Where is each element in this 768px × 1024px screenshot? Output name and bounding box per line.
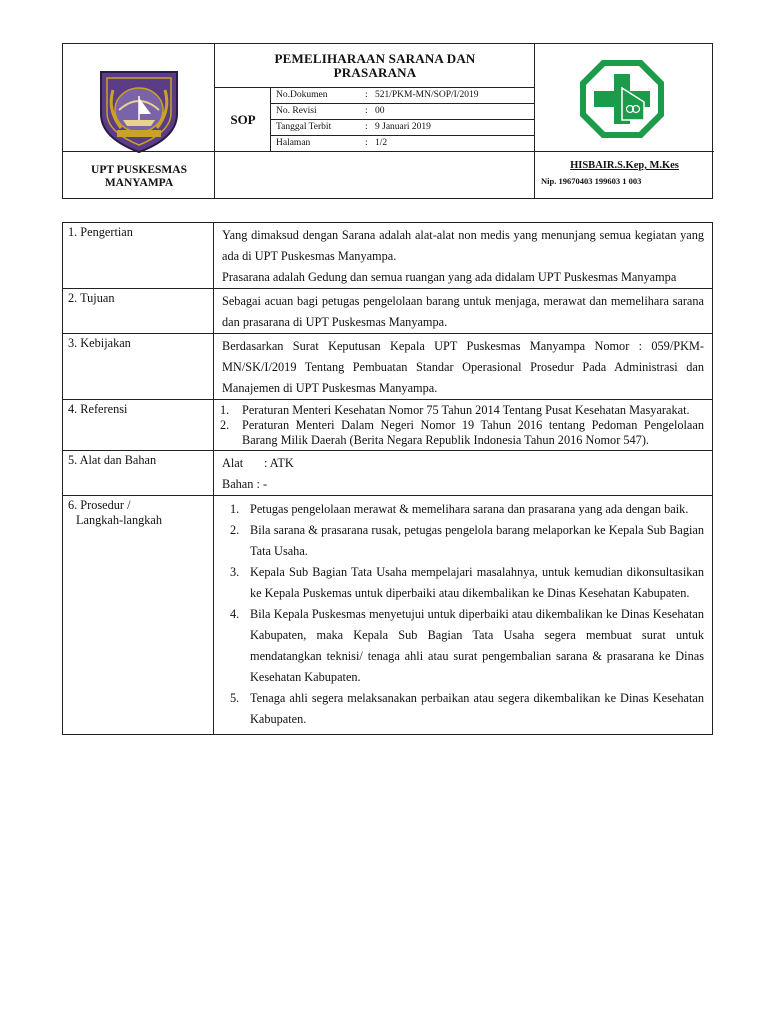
title-line: PEMELIHARAAN SARANA DAN xyxy=(274,51,476,66)
paragraph: Prasarana adalah Gedung dan semua ruangan yang ada didalam UPT Puskesmas Manyampa xyxy=(222,270,677,284)
list-text: Kepala Sub Bagian Tata Usaha mempelajari masalahnya, untuk kemudian dikonsultasikan ke Kepala Puskemas untuk diperbaiki atau dikembalikan ke Dinas Kesehatan Kabupaten. xyxy=(250,565,704,600)
meta-key: Halaman xyxy=(276,138,311,148)
title-line: PRASARANA xyxy=(333,65,417,80)
list-text: Petugas pengelolaan merawat & memelihara sarana dan prasarana yang ada dengan baik. xyxy=(250,502,689,516)
procedure-list xyxy=(222,498,704,734)
list-item xyxy=(222,403,704,418)
list-item xyxy=(222,499,704,520)
list-number: 2. xyxy=(230,523,240,537)
meta-sep: : xyxy=(365,106,368,116)
section-kebijakan xyxy=(63,334,713,400)
unit-name xyxy=(63,164,215,190)
alat-key: Alat xyxy=(222,456,244,470)
section-label: 2. Tujuan xyxy=(63,289,214,334)
meta-row-issue-date xyxy=(271,119,535,135)
sop-label: SOP xyxy=(230,112,256,127)
section-body xyxy=(214,496,713,735)
section-body xyxy=(214,451,713,496)
puskesmas-cross-icon xyxy=(578,58,666,140)
paragraph: Sebagai acuan bagi petugas pengelolaan barang untuk menjaga, merawat dan memelihara sarana dan prasarana di UPT Puskesmas Manyampa. xyxy=(222,294,704,329)
list-number: 3. xyxy=(230,565,240,579)
list-item xyxy=(222,604,704,688)
paragraph: Berdasarkan Surat Keputusan Kepala UPT Puskesmas Manyampa Nomor : 059/PKM-MN/SK/I/2019 Tentang Pembuatan Standar Operasional Prosedur Pada Administrasi dan Manajemen di UPT Puskesmas Manyampa. xyxy=(222,339,704,395)
sop-content-table xyxy=(62,222,713,735)
meta-key: No. Revisi xyxy=(276,106,317,116)
alat-value: : ATK xyxy=(264,456,294,470)
meta-sep: : xyxy=(365,122,368,132)
list-item xyxy=(222,418,704,448)
section-prosedur xyxy=(63,496,713,735)
list-text: Tenaga ahli segera melaksanakan perbaikan atau segera dikembalikan ke Dinas Kesehatan Kabupaten. xyxy=(250,691,704,726)
list-text: Bila sarana & prasarana rusak, petugas pengelola barang melaporkan ke Kepala Sub Bagian Tata Usaha. xyxy=(250,523,704,558)
meta-row-revision xyxy=(271,103,535,119)
section-label: 3. Kebijakan xyxy=(63,334,214,400)
document-title xyxy=(215,52,535,80)
meta-row-document-number xyxy=(271,87,535,103)
paragraph: Yang dimaksud dengan Sarana adalah alat-alat non medis yang menunjang semua kegiatan yang ada di UPT Puskesmas Manyampa. xyxy=(222,228,704,263)
section-label xyxy=(63,496,214,735)
section-label-line: Langkah-langkah xyxy=(76,513,163,527)
sop-header xyxy=(62,43,713,199)
list-text: Peraturan Menteri Dalam Negeri Nomor 19 Tahun 2016 tentang Pedoman Pengelolaan Barang Milik Daerah (Berita Negara Republik Indonesia Tahun 2016 Nomor 547). xyxy=(242,418,704,447)
signer-name: HISBAIR.S.Kep, M.Kes xyxy=(570,160,679,171)
section-body xyxy=(214,334,713,400)
meta-value: 00 xyxy=(375,106,385,116)
section-pengertian xyxy=(63,223,713,289)
section-label: 5. Alat dan Bahan xyxy=(63,451,214,496)
list-number: 2. xyxy=(220,418,230,432)
list-number: 4. xyxy=(230,607,240,621)
section-body xyxy=(214,400,713,451)
unit-name-line: UPT PUSKESMAS xyxy=(91,164,187,176)
list-number: 1. xyxy=(220,403,230,417)
meta-sep: : xyxy=(365,138,368,148)
meta-value: 1/2 xyxy=(375,138,388,148)
regency-emblem-icon xyxy=(93,66,185,154)
list-text: Peraturan Menteri Kesehatan Nomor 75 Tahun 2014 Tentang Pusat Kesehatan Masyarakat. xyxy=(242,403,690,417)
unit-name-line: MANYAMPA xyxy=(104,177,174,189)
section-body xyxy=(214,223,713,289)
meta-value: 9 Januari 2019 xyxy=(375,122,431,132)
section-label: 4. Referensi xyxy=(63,400,214,451)
list-text: Bila Kepala Puskesmas menyetujui untuk diperbaiki atau dikembalikan ke Dinas Kesehatan Kabupaten, maka Kepala Sub Bagian Tata Usaha segera membuat surat untuk mendatangkan teknisi/ tenaga ahli atau surat pengembalian sarana & prasarana ke Dinas Kesehatan Kabupaten. xyxy=(250,607,704,684)
bahan-row: Bahan : - xyxy=(222,477,268,491)
list-number: 1. xyxy=(230,502,240,516)
reference-list xyxy=(222,403,704,448)
list-item xyxy=(222,520,704,562)
alat-row xyxy=(222,453,704,474)
section-tujuan xyxy=(63,289,713,334)
section-body xyxy=(214,289,713,334)
meta-sep: : xyxy=(365,90,368,100)
meta-key: Tanggal Terbit xyxy=(276,122,332,132)
list-number: 5. xyxy=(230,691,240,705)
signer-nip: Nip. 19670403 199603 1 003 xyxy=(541,176,642,186)
section-alat-bahan xyxy=(63,451,713,496)
meta-row-page xyxy=(271,135,535,151)
section-label: 1. Pengertian xyxy=(63,223,214,289)
meta-value: 521/PKM-MN/SOP/I/2019 xyxy=(375,90,479,100)
meta-key: No.Dokumen xyxy=(276,90,328,100)
section-referensi xyxy=(63,400,713,451)
list-item xyxy=(222,688,704,730)
section-label-line: 6. Prosedur / xyxy=(68,498,131,512)
list-item xyxy=(222,562,704,604)
